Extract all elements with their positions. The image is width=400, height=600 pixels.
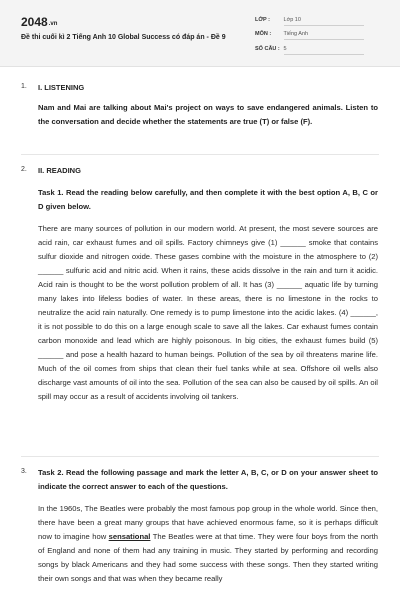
meta-subject [255, 31, 364, 40]
question-number: 3. [21, 468, 27, 475]
question-number: 2. [21, 166, 27, 173]
meta-class-label: LỚP : [255, 17, 270, 23]
task-1-instruction: Task 1. Read the reading below carefully, and then complete it with the best option A, B, C or D given below. [38, 188, 378, 211]
listening-instruction: Nam and Mai are talking about Mai's project on ways to save endangered animals. Listen to the conversation and decide whether the statements are true (T) or false (F). [38, 103, 378, 126]
meta-count-value: 5 [284, 46, 364, 55]
reading-passage-1: There are many sources of pollution in our modern world. At present, the most severe sources are acid rain, car exhaust fumes and oil spills. Factory chimneys give (1) ______ smoke that contains sulfur dioxide and nitrogen oxide. These gases combine with the moisture in the atmosphere to (2) ______ sulfuric acid and nitric acid. When it rains, these acids dissolve in the rain and turn it acidic. Acid rain is thought to be the worst pollution problem of all. It has (3) ______ aquatic life by turning many lakes into lifeless bodies of water. In these areas, there is no limestone in the rocks to neutralize the acid rain naturally. One remedy is to pump limestone into the acidic lakes. (4) ______, it is not possible to do this on a large enough scale to save all the lakes. Car exhaust fumes contain carbon monoxide and lead which are highly poisonous. In big cities, the exhaust fumes build (5) ______ and pose a health hazard to human beings. Pollution of the sea by oil threatens marine life. Much of the oil comes from ships that clean their fuel tanks while at sea. Offshore oil wells also discharge vast amounts of oil into the sea. Pollution of the sea can also be caused by oil spills. An oil spill may occur as a result of accidents involving oil tankers. [38, 224, 378, 401]
task-2-instruction: Task 2. Read the following passage and mark the letter A, B, C, or D on your answer sheet to indicate the correct answer to each of the questions. [38, 468, 378, 491]
section-title: II. READING [38, 166, 81, 175]
site-logo[interactable]: 2048.vn [21, 15, 58, 29]
reading-passage-2: In the 1960s, The Beatles were probably the most famous pop group in the whole world. Since then, there have been a great many groups that have achieved enormous fame, so it is perhaps difficult now to imagine how sensational The Beatles were at that time. They were four boys from the north of England and none of them had any training in music. They started by performing and recording songs by black Americans and they had some success with these songs. Then they started writing their own songs and that was when they became really [38, 504, 378, 583]
section-title: I. LISTENING [38, 83, 85, 92]
question-number: 1. [21, 83, 27, 90]
meta-class [255, 17, 364, 26]
meta-class-value: Lớp 10 [284, 17, 364, 26]
logo-suffix: .vn [48, 21, 58, 27]
meta-subject-label: MÔN : [255, 31, 272, 37]
underlined-word: sensational [108, 532, 151, 541]
document-title: Đề thi cuối kì 2 Tiếng Anh 10 Global Success có đáp án - Đề 9 [21, 34, 226, 41]
divider [21, 456, 379, 457]
meta-question-count [255, 46, 364, 55]
meta-subject-value: Tiếng Anh [284, 31, 364, 40]
page-header [0, 0, 400, 67]
meta-count-label: SỐ CÂU : [255, 46, 280, 52]
divider [21, 154, 379, 155]
